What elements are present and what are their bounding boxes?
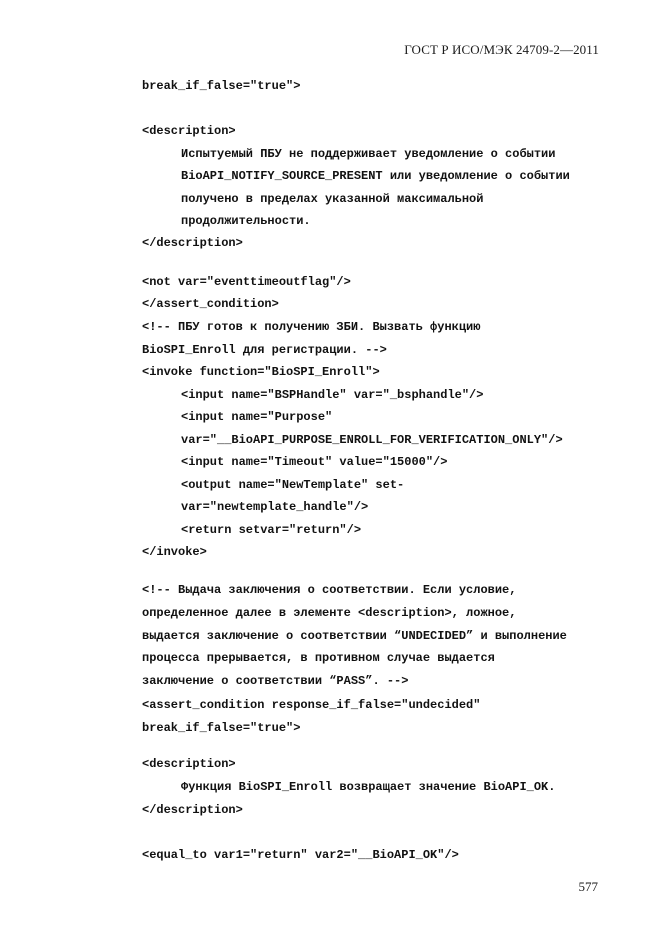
code-line: выдается заключение о соответствии “UNDECIDED” и выполнение (142, 629, 567, 643)
code-line: заключение о соответствии “PASS”. --> (142, 674, 409, 688)
code-line: определенное далее в элементе <description>, ложное, (142, 606, 517, 620)
code-line: продолжительности. (181, 214, 311, 228)
code-line: <!-- ПБУ готов к получению ЗБИ. Вызвать функцию (142, 320, 481, 334)
code-line: var="__BioAPI_PURPOSE_ENROLL_FOR_VERIFICATION_ONLY"/> (181, 433, 563, 447)
code-line: BioSPI_Enroll для регистрации. --> (142, 343, 387, 357)
document-header: ГОСТ Р ИСО/МЭК 24709-2—2011 (404, 42, 599, 57)
code-line: <!-- Выдача заключения о соответствии. Если условие, (142, 583, 517, 597)
code-line: <output name="NewTemplate" set- (181, 478, 405, 492)
code-line: <assert_condition response_if_false="undecided" (142, 698, 481, 712)
code-line: break_if_false="true"> (142, 79, 301, 93)
code-line: Испытуемый ПБУ не поддерживает уведомление о событии (181, 147, 556, 161)
code-line: Функция BioSPI_Enroll возвращает значение BioAPI_OK. (181, 780, 556, 794)
code-line: <input name="Timeout" value="15000"/> (181, 455, 448, 469)
code-line: break_if_false="true"> (142, 721, 301, 735)
code-line: var="newtemplate_handle"/> (181, 500, 369, 514)
code-line: <return setvar="return"/> (181, 523, 362, 537)
code-line: <description> (142, 124, 236, 138)
code-line: </invoke> (142, 545, 207, 559)
code-line: </description> (142, 236, 243, 250)
code-line: процесса прерывается, в противном случае выдается (142, 651, 495, 665)
code-line: <description> (142, 757, 236, 771)
code-line: <input name="Purpose" (181, 410, 333, 424)
code-line: BioAPI_NOTIFY_SOURCE_PRESENT или уведомление о событии (181, 169, 570, 183)
page-number: 577 (578, 879, 598, 894)
code-line: </description> (142, 803, 243, 817)
code-line: получено в пределах указанной максимальной (181, 192, 484, 206)
code-line: <input name="BSPHandle" var="_bsphandle"/> (181, 388, 484, 402)
code-line: <not var="eventtimeoutflag"/> (142, 275, 351, 289)
code-line: <invoke function="BioSPI_Enroll"> (142, 365, 380, 379)
code-line: </assert_condition> (142, 297, 279, 311)
code-line: <equal_to var1="return" var2="__BioAPI_OK"/> (142, 848, 459, 862)
